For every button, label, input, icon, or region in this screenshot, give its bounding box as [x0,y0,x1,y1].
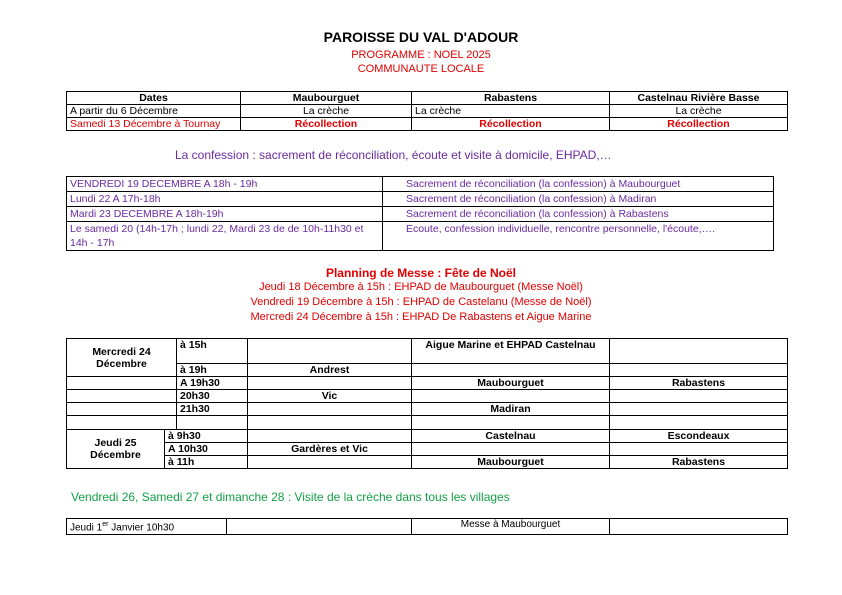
empty-cell [610,519,788,535]
mass-cell [610,364,788,377]
mass-schedule-table [66,338,788,469]
community-subtitle: COMMUNAUTE LOCALE [357,63,485,75]
table-row [67,222,774,251]
mass-cell: Andrest [248,364,412,377]
mass-cell [610,403,788,416]
mass-cell: Maubourguet [412,456,610,469]
mass-cell [412,364,610,377]
january-date: Jeudi 1er Janvier 10h30 [67,519,227,535]
empty-cell [610,416,788,430]
mass-time: A 10h30 [165,443,248,456]
row-date: Samedi 13 Décembre à Tournay [67,118,241,131]
empty-cell [67,403,177,416]
table-header-row [67,92,788,105]
mass-cell [248,403,412,416]
table-row [67,443,788,456]
confession-table [66,176,774,251]
planning-heading: Planning de Messe : Fête de Noël [325,266,517,280]
mass-cell [248,456,412,469]
table-row [67,390,788,403]
empty-cell [177,416,248,430]
empty-cell [412,416,610,430]
row-cell: Récollection [241,118,412,131]
programme-subtitle: PROGRAMME : NOEL 2025 [351,49,491,61]
table-row [67,207,774,222]
table-row [67,403,788,416]
empty-cell [67,416,177,430]
mass-cell: Gardères et Vic [248,443,412,456]
empty-cell [227,519,412,535]
mass-time: à 11h [165,456,248,469]
january-event: Messe à Maubourguet [412,519,610,535]
table-row [67,192,774,207]
table-row [67,177,774,192]
empty-cell [67,377,177,390]
header-rabastens: Rabastens [412,92,610,105]
mass-cell: Aigue Marine et EHPAD Castelnau [412,339,610,364]
mass-time: 20h30 [177,390,248,403]
empty-cell [67,390,177,403]
creche-visit-note: Vendredi 26, Samedi 27 et dimanche 28 : Visite de la crèche dans tous les villages [71,490,510,504]
confession-desc: Sacrement de réconciliation (la confession) à Maubourguet [383,177,774,192]
confession-heading: La confession : sacrement de réconciliation, écoute et visite à domicile, EHPAD,… [175,148,612,162]
mass-cell [248,430,412,443]
confession-date: Lundi 22 A 17h-18h [67,192,383,207]
row-date: A partir du 6 Décembre [67,105,241,118]
mass-cell: Maubourguet [412,377,610,390]
mass-cell: Escondeaux [610,430,788,443]
confession-desc: Ecoute, confession individuelle, rencontre personnelle, l'écoute,…. [383,222,774,251]
confession-desc: Sacrement de réconciliation (la confession) à Rabastens [383,207,774,222]
confession-date: VENDREDI 19 DECEMBRE A 18h - 19h [67,177,383,192]
header-maubourguet: Maubourguet [241,92,412,105]
empty-cell [248,416,412,430]
confession-desc: Sacrement de réconciliation (la confession) à Madiran [383,192,774,207]
table-row [67,105,788,118]
mass-time: 21h30 [177,403,248,416]
mass-cell: Madiran [412,403,610,416]
row-cell: Récollection [610,118,788,131]
row-cell: Récollection [412,118,610,131]
day-thursday: Jeudi 25 Décembre [67,430,165,469]
mass-cell: Vic [248,390,412,403]
mass-cell [412,443,610,456]
table-row [67,118,788,131]
mass-cell [248,339,412,364]
mass-cell [248,377,412,390]
mass-cell [610,339,788,364]
table-row [67,519,788,535]
january-table [66,518,788,535]
page-title: PAROISSE DU VAL D'ADOUR [323,29,519,45]
table-row [67,339,788,364]
mass-time: à 19h [177,364,248,377]
table-row [67,416,788,430]
mass-cell [610,443,788,456]
confession-date: Mardi 23 DECEMBRE A 18h-19h [67,207,383,222]
table-row [67,456,788,469]
row-cell: La crèche [412,105,610,118]
planning-line: Vendredi 19 Décembre à 15h : EHPAD de Castelanu (Messe de Noël) [250,296,592,308]
mass-cell: Rabastens [610,456,788,469]
mass-cell [610,390,788,403]
planning-line: Jeudi 18 Décembre à 15h : EHPAD de Maubourguet (Messe Noël) [259,281,583,293]
mass-time: à 15h [177,339,248,364]
mass-cell: Castelnau [412,430,610,443]
day-wednesday: Mercredi 24 Décembre [67,339,177,377]
header-dates: Dates [67,92,241,105]
table-row [67,430,788,443]
row-cell: La crèche [610,105,788,118]
creche-table [66,91,788,131]
row-cell: La crèche [241,105,412,118]
planning-line: Mercredi 24 Décembre à 15h : EHPAD De Rabastens et Aigue Marine [250,311,592,323]
mass-time: à 9h30 [165,430,248,443]
table-row [67,377,788,390]
mass-cell [412,390,610,403]
mass-time: A 19h30 [177,377,248,390]
header-castelnau: Castelnau Rivière Basse [610,92,788,105]
mass-cell: Rabastens [610,377,788,390]
confession-date: Le samedi 20 (14h-17h ; lundi 22, Mardi 23 de de 10h-11h30 et 14h - 17h [67,222,383,251]
